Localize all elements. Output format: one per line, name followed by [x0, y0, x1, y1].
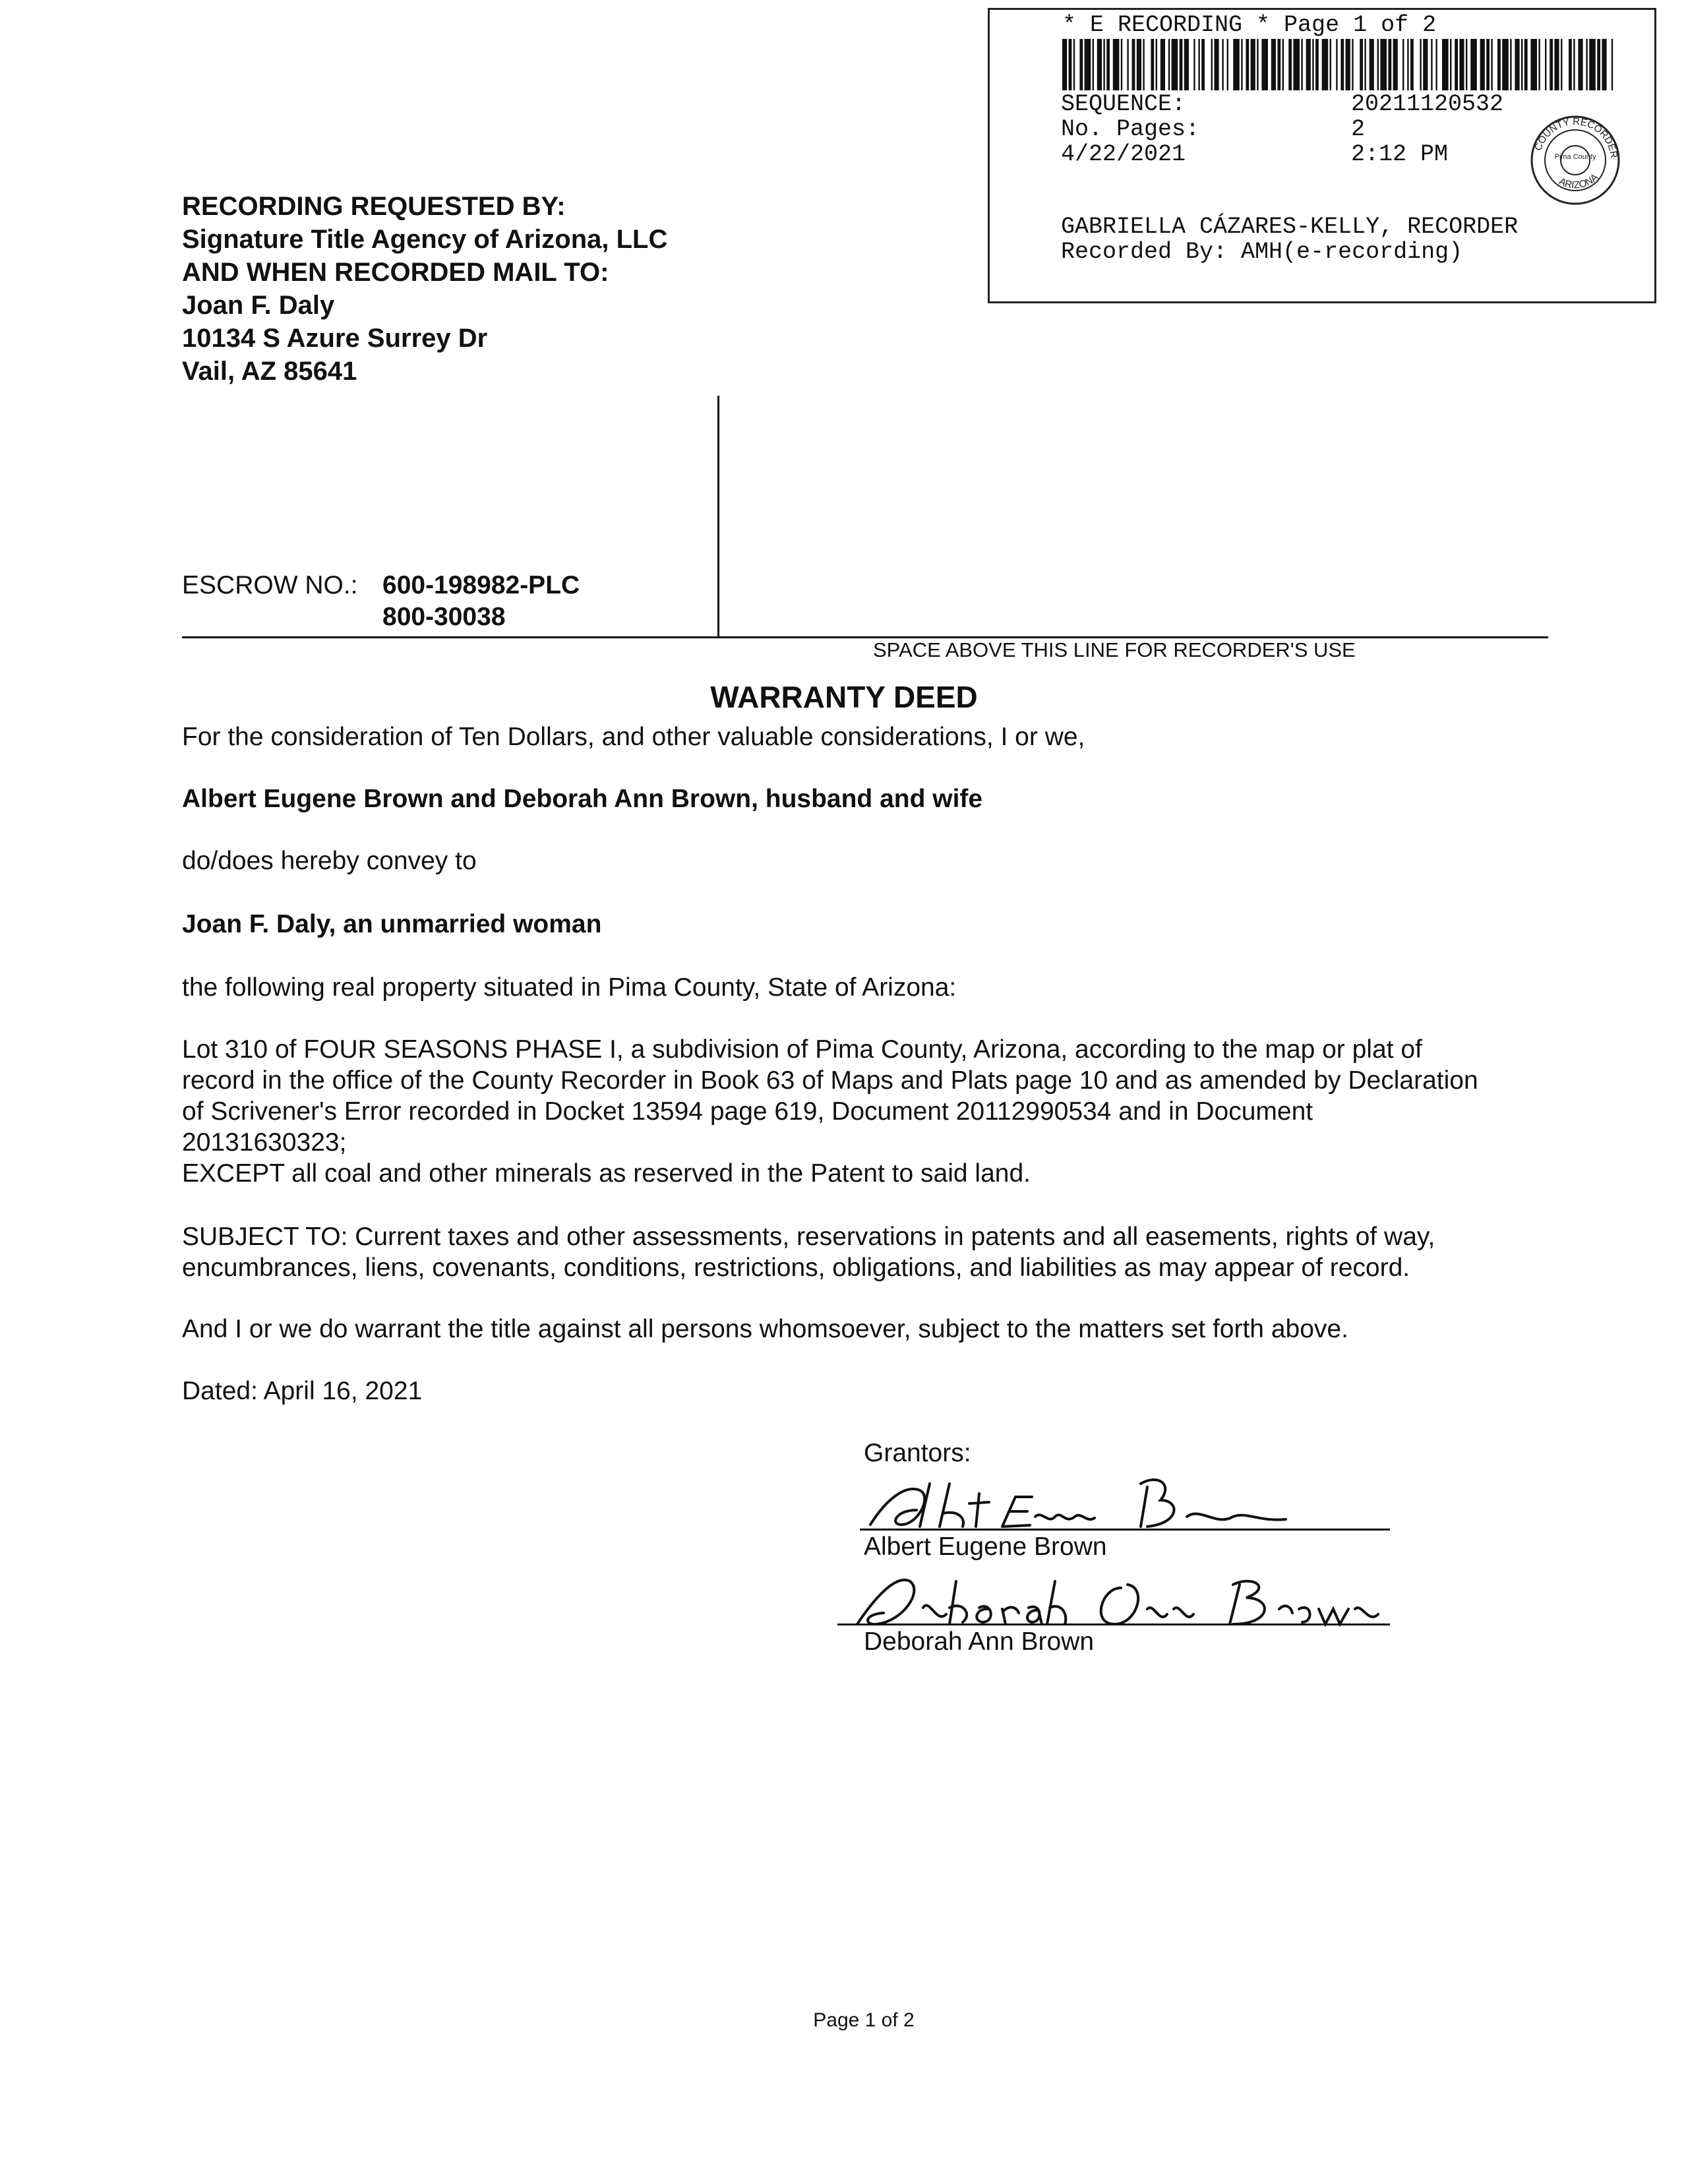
subject-to-line: SUBJECT TO: Current taxes and other assessments, reservations in patents and all easements, rights of way, — [182, 1223, 1435, 1251]
seal-top-text: COUNTY RECORDER — [1532, 115, 1620, 159]
legal-line: EXCEPT all coal and other minerals as reserved in the Patent to said land. — [182, 1159, 1031, 1188]
barcode — [1062, 39, 1616, 90]
signature-line-1 — [860, 1529, 1390, 1531]
record-date: 4/22/2021 — [1061, 141, 1186, 167]
convey-text: do/does hereby convey to — [182, 847, 477, 875]
sequence-value: 20211120532 — [1351, 91, 1504, 117]
legal-line: 20131630323; — [182, 1128, 347, 1157]
recorder-name: GABRIELLA CÁZARES-KELLY, RECORDER — [1061, 214, 1519, 240]
recorder-stamp — [988, 8, 1656, 303]
recording-requested-label: RECORDING REQUESTED BY: — [182, 192, 566, 221]
escrow-label: ESCROW NO.: — [182, 571, 358, 599]
recorded-by: Recorded By: AMH(e-recording) — [1061, 239, 1463, 265]
mail-to-name: Joan F. Daly — [182, 291, 335, 320]
signer-2-name: Deborah Ann Brown — [864, 1627, 1095, 1656]
record-time: 2:12 PM — [1351, 141, 1449, 167]
mail-to-city: Vail, AZ 85641 — [182, 357, 357, 386]
dated-line: Dated: April 16, 2021 — [182, 1377, 423, 1405]
signer-1-name: Albert Eugene Brown — [864, 1532, 1107, 1561]
property-intro: the following real property situated in Pima County, State of Arizona: — [182, 973, 957, 1002]
requesting-company: Signature Title Agency of Arizona, LLC — [182, 225, 668, 254]
mail-to-label: AND WHEN RECORDED MAIL TO: — [182, 258, 609, 287]
document-title: WARRANTY DEED — [710, 680, 978, 714]
consideration-text: For the consideration of Ten Dollars, and other valuable considerations, I or we, — [182, 723, 1085, 751]
mail-to-street: 10134 S Azure Surrey Dr — [182, 324, 488, 353]
page-number: Page 1 of 2 — [813, 2009, 915, 2031]
recorder-area-divider — [717, 396, 719, 636]
county-recorder-seal — [1529, 114, 1621, 206]
grantee-name: Joan F. Daly, an unmarried woman — [182, 910, 602, 938]
legal-line: record in the office of the County Recorder in Book 63 of Maps and Plats page 10 and as amended by Declaration — [182, 1066, 1478, 1095]
escrow-number-1: 600-198982-PLC — [382, 571, 580, 599]
signature-line-2 — [837, 1623, 1390, 1625]
pages-value: 2 — [1351, 116, 1366, 142]
seal-bottom-text: ARIZONA — [1557, 171, 1601, 191]
sequence-label: SEQUENCE: — [1061, 91, 1186, 117]
escrow-number-2: 800-30038 — [382, 603, 506, 631]
grantor-names: Albert Eugene Brown and Deborah Ann Brown, husband and wife — [182, 785, 983, 813]
subject-to — [182, 1221, 1560, 1283]
seal-center-text: Pima County — [1554, 153, 1596, 161]
pages-label: No. Pages: — [1061, 116, 1200, 142]
grantors-label: Grantors: — [864, 1439, 971, 1467]
subject-to-line: encumbrances, liens, covenants, conditions, restrictions, obligations, and liabilities as may appear of record. — [182, 1254, 1410, 1282]
legal-line: Lot 310 of FOUR SEASONS PHASE I, a subdivision of Pima County, Arizona, according to the map or plat of — [182, 1035, 1422, 1064]
recording-header: * E RECORDING * Page 1 of 2 — [1062, 12, 1437, 38]
space-above-note: SPACE ABOVE THIS LINE FOR RECORDER'S USE — [873, 638, 1356, 661]
legal-line: of Scrivener's Error recorded in Docket 13594 page 619, Document 20112990534 and in Document — [182, 1097, 1313, 1126]
albert-brown-signature — [857, 1464, 1398, 1536]
warranty-statement: And I or we do warrant the title against all persons whomsoever, subject to the matters set forth above. — [182, 1315, 1348, 1343]
legal-description — [182, 1034, 1560, 1189]
